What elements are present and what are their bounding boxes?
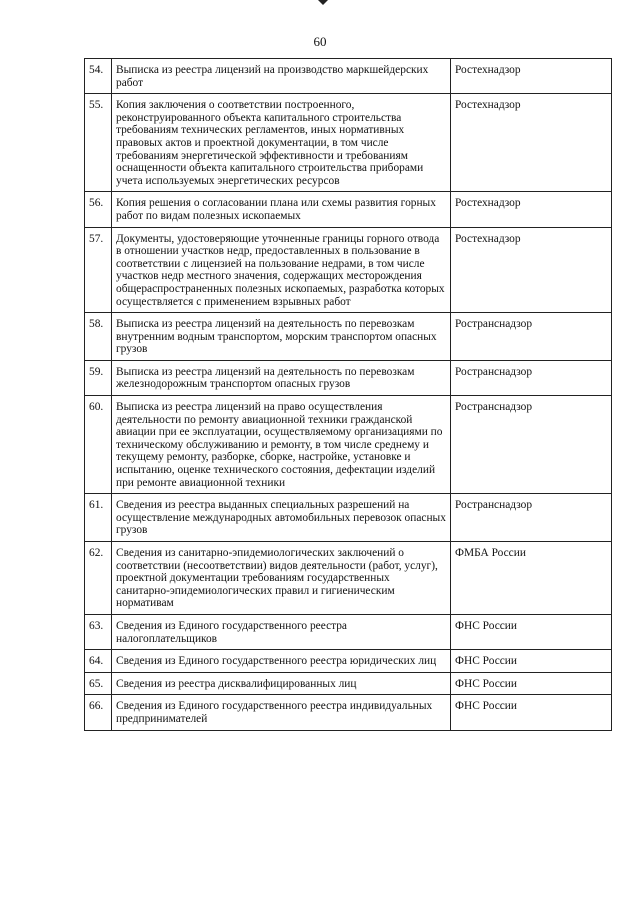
table-row (85, 192, 612, 227)
row-description: Документы, удостоверяющие уточненные границы горного отвода в отношении участков недр, предоставленных в пользование в соответствии с лицензией на пользование недрами, в том числе участков недр местного значения, содержащих месторождения общераспространенных полезных ископаемых, разработка которых осуществляется с применением взрывных работ (112, 227, 451, 313)
row-number: 57. (85, 227, 112, 313)
row-description: Сведения из реестра дисквалифицированных лиц (112, 672, 451, 695)
top-marker-icon (318, 0, 328, 5)
table-row (85, 94, 612, 192)
row-agency: Ростехнадзор (451, 59, 612, 94)
row-agency: ФНС России (451, 614, 612, 649)
table-row (85, 396, 612, 494)
row-description: Выписка из реестра лицензий на деятельность по перевозкам железнодорожным транспортом опасных грузов (112, 360, 451, 395)
document-table (84, 58, 612, 731)
row-agency: Ространснадзор (451, 360, 612, 395)
page-number: 60 (313, 34, 327, 49)
row-description: Сведения из Единого государственного реестра налогоплательщиков (112, 614, 451, 649)
row-agency: ФНС России (451, 695, 612, 730)
row-number: 60. (85, 396, 112, 494)
table-row (85, 360, 612, 395)
row-agency: Ространснадзор (451, 396, 612, 494)
row-agency: Ространснадзор (451, 313, 612, 361)
row-agency: Ростехнадзор (451, 227, 612, 313)
row-number: 61. (85, 494, 112, 542)
table-row (85, 650, 612, 673)
row-number: 58. (85, 313, 112, 361)
row-description: Копия решения о согласовании плана или схемы развития горных работ по видам полезных ископаемых (112, 192, 451, 227)
row-agency: Ространснадзор (451, 494, 612, 542)
row-description: Сведения из санитарно-эпидемиологических заключений о соответствии (несоответствии) видов деятельности (работ, услуг), проектной документации требованиям государственных санитарно-эпидемиологических правил и гигиеническим нормативам (112, 542, 451, 615)
table-row (85, 695, 612, 730)
row-description: Сведения из реестра выданных специальных разрешений на осуществление международных автомобильных перевозок опасных грузов (112, 494, 451, 542)
row-number: 66. (85, 695, 112, 730)
table-row (85, 494, 612, 542)
row-number: 54. (85, 59, 112, 94)
row-agency: Ростехнадзор (451, 94, 612, 192)
row-number: 62. (85, 542, 112, 615)
row-description: Выписка из реестра лицензий на деятельность по перевозкам внутренним водным транспортом, морским транспортом опасных грузов (112, 313, 451, 361)
row-description: Сведения из Единого государственного реестра юридических лиц (112, 650, 451, 673)
table-row (85, 59, 612, 94)
row-number: 64. (85, 650, 112, 673)
table-row (85, 614, 612, 649)
row-number: 55. (85, 94, 112, 192)
row-number: 65. (85, 672, 112, 695)
row-agency: Ростехнадзор (451, 192, 612, 227)
table-row (85, 542, 612, 615)
table-row (85, 313, 612, 361)
row-agency: ФНС России (451, 650, 612, 673)
row-description: Сведения из Единого государственного реестра индивидуальных предпринимателей (112, 695, 451, 730)
row-number: 63. (85, 614, 112, 649)
row-agency: ФНС России (451, 672, 612, 695)
row-description: Выписка из реестра лицензий на производство маркшейдерских работ (112, 59, 451, 94)
row-number: 59. (85, 360, 112, 395)
table-row (85, 672, 612, 695)
row-description: Выписка из реестра лицензий на право осуществления деятельности по ремонту авиационной техники гражданской авиации при ее эксплуатации, осуществляемому организациями по техническому обслуживанию и ремонту, в том числе среднему и текущему ремонту, разборке, сборке, настройке, установке и испытанию, оценке технического состояния, дефектации изделий при ремонте авиационной техники (112, 396, 451, 494)
row-number: 56. (85, 192, 112, 227)
row-agency: ФМБА России (451, 542, 612, 615)
row-description: Копия заключения о соответствии построенного, реконструированного объекта капитального строительства требованиям технических регламентов, иных нормативных правовых актов и проектной документации, в том числе требованиям энергетической эффективности и требованиям оснащенности объекта капитального строительства приборами учета используемых энергетических ресурсов (112, 94, 451, 192)
table-row (85, 227, 612, 313)
